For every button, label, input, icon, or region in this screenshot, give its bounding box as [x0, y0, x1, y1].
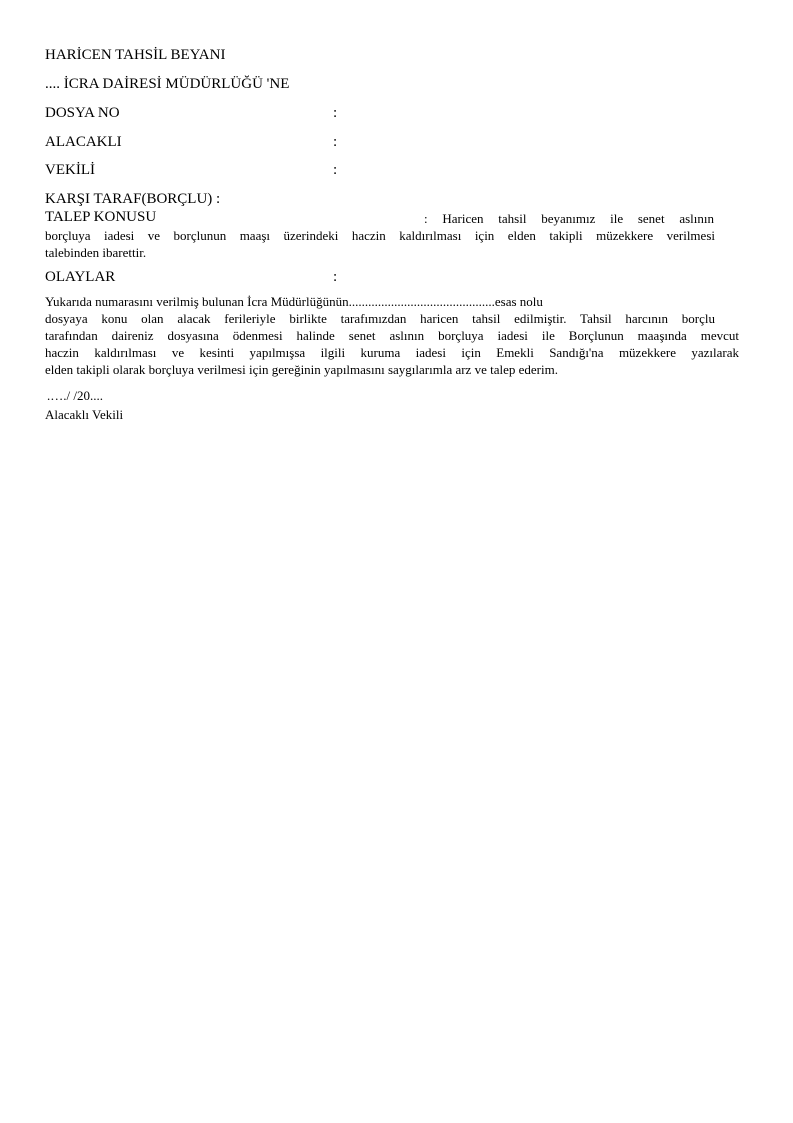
karsi-taraf-label: KARŞI TARAF(BORÇLU) :: [45, 191, 221, 207]
talep-text-line-3: talebinden ibarettir.: [45, 245, 147, 260]
document-title: HARİCEN TAHSİL BEYANI: [45, 47, 226, 63]
olaylar-text-line-1: Yukarıda numarasını verilmiş bulunan İcra Müdürlüğünün.............................................esas nolu: [45, 294, 543, 309]
olaylar-text-line-3: tarafından daireniz dosyasına ödenmesi halinde senet aslının borçluya iadesi ile Borçlunun maaşında mevcut: [45, 328, 739, 343]
talep-text-line-2: borçluya iadesi ve borçlunun maaşı üzerindeki haczin kaldırılması için elden takipli müzekkere verilmesi: [45, 228, 715, 243]
olaylar-text-line-5: elden takipli olarak borçluya verilmesi için gereğinin yapılmasını saygılarımla arz ve talep ederim.: [45, 362, 558, 377]
olaylar-text-line-2: dosyaya konu olan alacak ferileriyle birlikte tarafımızdan haricen tahsil edilmiştir. Tahsil harcının borçlu: [45, 311, 715, 326]
dosya-no-label: DOSYA NO: [45, 105, 120, 121]
date-line: .…./ /20....: [47, 388, 103, 403]
talep-text-line-1: : Haricen tahsil beyanımız ile senet aslının: [424, 211, 714, 226]
olaylar-text-line-4: haczin kaldırılması ve kesinti yapılmışsa ilgili kuruma iadesi için Emekli Sandığı'na müzekkere yazılarak: [45, 345, 739, 360]
talep-konusu-label: TALEP KONUSU: [45, 209, 157, 225]
alacakli-colon: :: [333, 134, 338, 150]
olaylar-label: OLAYLAR: [45, 269, 116, 285]
alacakli-label: ALACAKLI: [45, 134, 122, 150]
vekili-colon: :: [333, 162, 338, 178]
addressee-line: .... İCRA DAİRESİ MÜDÜRLÜĞÜ 'NE: [45, 76, 290, 92]
vekili-label: VEKİLİ: [45, 162, 95, 178]
dosya-no-colon: :: [333, 105, 338, 121]
olaylar-colon: :: [333, 269, 338, 285]
signature-line: Alacaklı Vekili: [45, 407, 124, 422]
